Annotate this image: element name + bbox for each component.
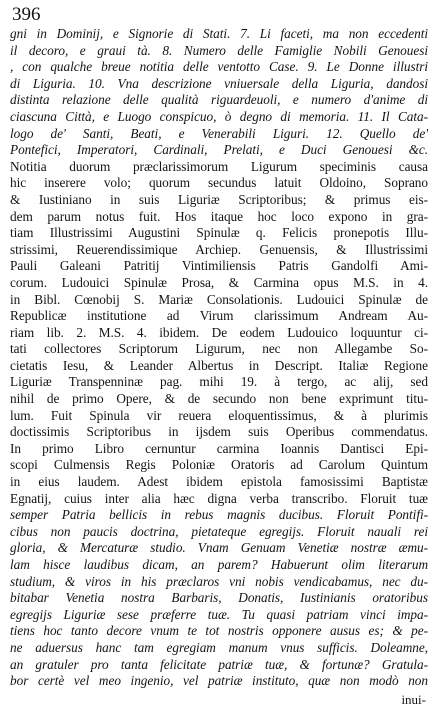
text-line: hic inserere volo; quorum secundus latuit Oldoino, Soprano <box>10 175 428 191</box>
text-line: bor certè vel meo ingenio, vel patriæ instituto, quæ non modò non <box>10 673 428 689</box>
text-line: riam lib. 2. M.S. 4. ibidem. De eodem Ludouico loquuntur ci- <box>10 324 428 340</box>
page-number: 396 <box>12 4 41 25</box>
text-line: ne aduersus hanc tam egregiam manum vnus sufficis. Doleamne, <box>10 639 428 655</box>
text-line: cietatis Iesu, & Leander Albertus in Descript. Italiæ Regione <box>10 357 428 373</box>
text-line: egregijs Liguriæ sese præferre tuæ. Tu quasi patriam vinci impa- <box>10 606 428 622</box>
text-line: scopi Culmensis Regis Poloniæ Oratoris ad Carolum Quintum <box>10 457 428 473</box>
text-line: cibus non paucis doctrina, pietateque egregijs. Floruit nauali rei <box>10 523 428 539</box>
text-line: Pontefici, Imperatori, Cardinali, Prelati, e Duci Genouesi &c. <box>10 142 428 158</box>
text-line: Pauli Galeani Patritij Vintimiliensis Patris Gandolfi Ami- <box>10 258 428 274</box>
text-line: corum. Ludouici Spinulæ Prosa, & Carmina opus M.S. in 4. <box>10 274 428 290</box>
text-line: , con qualche breue notitia delle ventotto Case. 9. Le Donne illustri <box>10 59 428 75</box>
text-line: in eius laudem. Adest ibidem epistola famosissimi Baptistæ <box>10 474 428 490</box>
text-line: tiam Illustrissimi Augustini Spinulæ q. Felicis pronepotis Illu- <box>10 225 428 241</box>
catchword: inui- <box>401 692 426 707</box>
text-line: lam hisce laudibus dicam, an parem? Habuerunt olim literarum <box>10 557 428 572</box>
text-line: Notitia duorum præclarissimorum Ligurum speciminis causa <box>10 158 428 174</box>
text-line: Republicæ institutione ad Virum clarissimum Andream Au- <box>10 308 428 324</box>
text-line: semper Patria bellicis in rebus magnis ducibus. Floruit Pontifi- <box>10 507 428 523</box>
text-line: tati collectores Scriptorum Ligurum, nec non Allegambe So- <box>10 341 428 357</box>
text-line: & Iustiniano in suis Liguriæ Scriptoribus; & primus eis- <box>10 191 428 207</box>
text-line: in Bibl. Cœnobij S. Mariæ Consolationis. Ludouici Spinulæ de <box>10 291 428 307</box>
text-line: Egnatij, cuius inter alia hæc digna verba transcribo. Floruit tuæ <box>10 490 428 506</box>
text-line: distinta relazione delle qualità riguardeuoli, e numero d'anime di <box>10 92 428 108</box>
text-line: bitabar Venetia nostra Barbaris, Donatis, Iustinianis oratoribus <box>10 590 428 606</box>
text-line: gloria, & Mercaturæ studio. Vnam Genuam Venetiæ nostræ æmu- <box>10 540 428 556</box>
text-line: an gratuler pro tanta felicitate patriæ tuæ, & fortunæ? Gratula- <box>10 656 428 672</box>
text-line: ciascuna Città, e Luogo conspicuo, ò degno di memoria. 11. Il Cata- <box>10 108 428 124</box>
text-line: doctissimis Scriptoribus in ijsdem suis Operibus commendatus. <box>10 424 428 440</box>
text-line: gni in Dominij, e Signorie di Stati. 7. Li faceti, ma non eccedenti <box>10 26 428 41</box>
text-line: di Liguria. 10. Vna descrizione vniuersale della Liguria, dandosi <box>10 75 428 91</box>
text-line: tiens hoc tanto decore vnum te tot nostris opponere ausus es; & pe- <box>10 623 428 639</box>
text-line: logo de' Santi, Beati, e Venerabili Liguri. 12. Quello de' <box>10 125 428 141</box>
text-line: dem parum notus fuit. Hos itaque hoc loco expono in gra- <box>10 208 428 224</box>
text-line: studium, & viros in his præclaros vni nobis vendicabamus, nec du- <box>10 573 428 589</box>
text-line: nihil de primo Opere, & de secundo non bene exprimunt titu- <box>10 391 428 407</box>
text-line: strissimi, Reuerendissimique Archiep. Genuensis, & Illustrissimi <box>10 241 428 257</box>
body-text <box>10 26 428 690</box>
text-line: Liguriæ Transpenninæ pag. mihi 19. à tergo, ac alij, sed <box>10 374 428 390</box>
text-line: In primo Libro cernuntur carmina Ioannis Dantisci Epi- <box>10 440 428 456</box>
text-line: il decoro, e graui tà. 8. Numero delle Famiglie Nobili Genouesi <box>10 42 428 58</box>
text-line: lum. Fuit Spinula vir reuera eloquentissimus, & à plurimis <box>10 407 428 423</box>
